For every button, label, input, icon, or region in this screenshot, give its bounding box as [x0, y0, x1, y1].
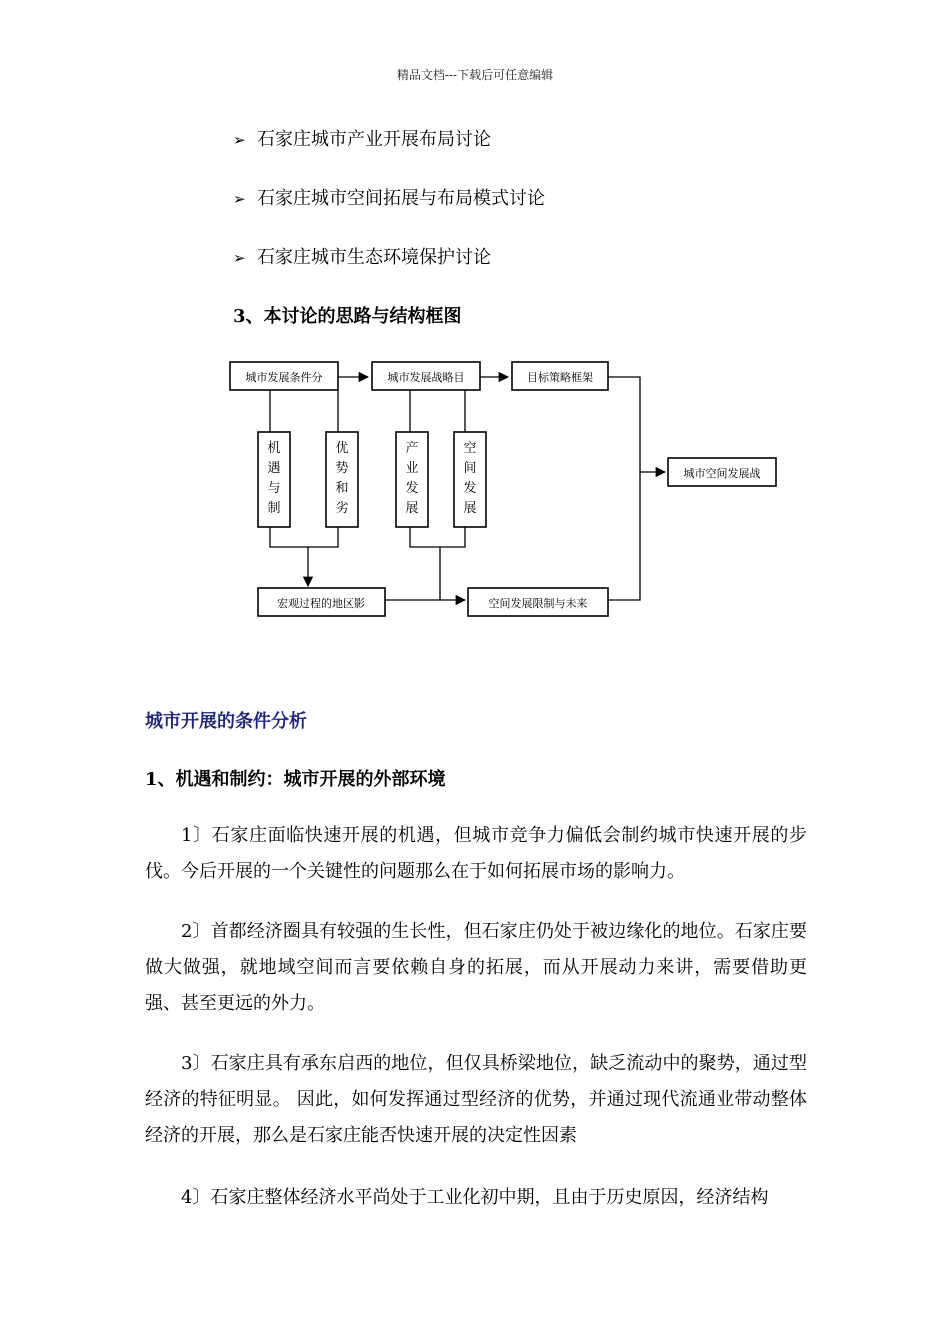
box-advantage-char: 优: [335, 441, 349, 456]
box-opportunity-char: 制: [267, 501, 281, 516]
box-target-framework-label: 目标策略框架: [527, 371, 593, 384]
arrow-bullet-icon: ➢: [233, 131, 246, 149]
bullet-text: 石家庄城市生态环境保护讨论: [257, 247, 491, 268]
box-spatial-strategy-label: 城市空间发展战: [683, 467, 761, 480]
bullet-item: [233, 243, 491, 269]
box-macro: [258, 588, 385, 616]
box-space-char: 展: [463, 501, 477, 516]
box-conditions: [230, 362, 338, 390]
paragraph: 1〕石家庄面临快速开展的机遇，但城市竞争力偏低会制约城市快速开展的步伐。今后开展的一个关键性的问题那么在于如何拓展市场的影响力。: [145, 825, 807, 882]
bullet-item: [233, 125, 491, 151]
box-spatial-strategy: [668, 458, 776, 486]
box-industry-char: 发: [405, 481, 419, 496]
box-industry-char: 业: [405, 461, 419, 476]
box-conditions-label: 城市发展条件分: [245, 371, 323, 384]
box-limits: [468, 588, 608, 616]
box-advantage-char: 势: [335, 461, 349, 476]
box-opportunity: [258, 432, 290, 527]
arrow-bullet-icon: ➢: [233, 190, 246, 208]
page-header: 精品文档---下载后可任意编辑: [396, 68, 554, 82]
box-macro-label: 宏观过程的地区影: [277, 597, 365, 610]
section-title: 3、本讨论的思路与结构框图: [233, 306, 462, 327]
box-space: [454, 432, 486, 527]
box-space-char: 发: [463, 481, 477, 496]
box-industry-char: 展: [405, 501, 419, 516]
paragraph: 2〕首都经济圈具有较强的生长性，但石家庄仍处于被边缘化的地位。石家庄要做大做强，就地域空间而言要依赖自身的拓展，而从开展动力来讲，需要借助更强、甚至更远的外力。: [145, 921, 807, 1014]
box-industry: [396, 432, 428, 527]
paragraph: 4〕石家庄整体经济水平尚处于工业化初中期，且由于历史原因，经济结构: [181, 1187, 769, 1208]
box-strategy-goal-label: 城市发展战略目: [387, 371, 465, 384]
box-space-char: 间: [463, 461, 477, 476]
arrow-bullet-icon: ➢: [233, 249, 246, 267]
heading-blue: 城市开展的条件分析: [145, 711, 307, 732]
structure-diagram: [220, 352, 790, 632]
bullet-text: 石家庄城市产业开展布局讨论: [257, 129, 491, 150]
box-limits-label: 空间发展限制与未来: [488, 597, 588, 610]
heading-black: 1、机遇和制约：城市开展的外部环境: [145, 769, 446, 790]
box-target-framework: [512, 362, 608, 390]
box-opportunity-char: 与: [267, 481, 281, 496]
box-space-char: 空: [463, 441, 477, 456]
bullet-text: 石家庄城市空间拓展与布局模式讨论: [257, 188, 545, 209]
box-advantage-char: 和: [335, 481, 349, 496]
box-advantage: [326, 432, 358, 527]
box-opportunity-char: 遇: [267, 461, 281, 476]
box-opportunity-char: 机: [267, 441, 281, 456]
box-industry-char: 产: [405, 441, 419, 456]
bullet-item: [233, 184, 545, 210]
box-strategy-goal: [372, 362, 480, 390]
box-advantage-char: 劣: [335, 501, 349, 516]
paragraph: 3〕石家庄具有承东启西的地位，但仅具桥梁地位，缺乏流动中的聚势，通过型经济的特征明显。 因此，如何发挥通过型经济的优势，并通过现代流通业带动整体经济的开展，那么是石家庄能否快速开展的决定性因素: [145, 1053, 807, 1146]
